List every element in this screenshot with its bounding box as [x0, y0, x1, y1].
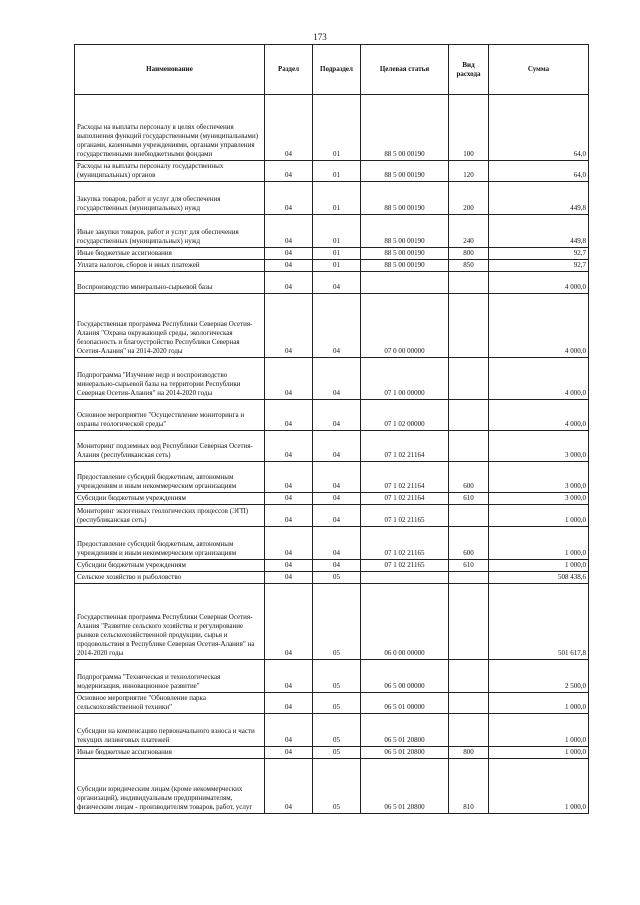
table-cell-vid [449, 400, 489, 431]
table-cell-summa: 64,0 [489, 95, 589, 161]
table-cell-summa: 1 000,0 [489, 693, 589, 714]
table-cell-name: Субсидии бюджетным учреждениям [75, 560, 265, 572]
table-cell-statya: 06 5 01 00000 [361, 693, 449, 714]
table-cell-statya: 88 5 00 00190 [361, 182, 449, 215]
table-cell-podrazdel: 04 [313, 527, 361, 560]
table-cell-name: Иные бюджетные ассигнования [75, 747, 265, 759]
table-cell-vid [449, 693, 489, 714]
table-cell-statya: 06 5 00 00000 [361, 660, 449, 693]
table-cell-name: Предоставление субсидий бюджетным, автономным учреждениям и иным некоммерческим организациям [75, 527, 265, 560]
table-row [75, 272, 589, 294]
table-cell-podrazdel: 01 [313, 182, 361, 215]
table-cell-name: Предоставление субсидий бюджетным, автономным учреждениям и иным некоммерческим организациям [75, 462, 265, 493]
table-cell-name: Расходы на выплаты персоналу государственных (муниципальных) органов [75, 161, 265, 182]
table-cell-name: Расходы на выплаты персоналу в целях обеспечения выполнения функций государственными (муниципальными) органами, казенными учреждениями, органами управления государственными внебюджетными фондами [75, 95, 265, 161]
table-row [75, 248, 589, 260]
table-cell-name: Иные бюджетные ассигнования [75, 248, 265, 260]
table-cell-razdel: 04 [265, 260, 313, 272]
table-cell-vid: 600 [449, 527, 489, 560]
table-cell-razdel: 04 [265, 584, 313, 660]
table-cell-statya: 07 1 02 21164 [361, 431, 449, 462]
page-number: 173 [313, 32, 327, 42]
table-cell-razdel: 04 [265, 759, 313, 814]
table-cell-statya: 06 5 01 20800 [361, 714, 449, 747]
table-cell-razdel: 04 [265, 714, 313, 747]
table-cell-summa: 64,0 [489, 161, 589, 182]
header-row [75, 45, 589, 95]
table-cell-razdel: 04 [265, 462, 313, 493]
table-row [75, 505, 589, 527]
header-name: Наименование [75, 45, 265, 95]
table-cell-razdel: 04 [265, 693, 313, 714]
table-cell-razdel: 04 [265, 182, 313, 215]
header-summa: Сумма [489, 45, 589, 95]
table-cell-podrazdel: 04 [313, 294, 361, 358]
table-cell-vid [449, 272, 489, 294]
table-cell-statya: 88 5 00 00190 [361, 161, 449, 182]
table-row [75, 462, 589, 493]
table-cell-vid: 800 [449, 248, 489, 260]
table-cell-summa: 92,7 [489, 248, 589, 260]
table-cell-name: Уплата налогов, сборов и иных платежей [75, 260, 265, 272]
table-cell-razdel: 04 [265, 560, 313, 572]
table-cell-vid: 850 [449, 260, 489, 272]
table-cell-summa: 4 000,0 [489, 358, 589, 400]
budget-table [74, 44, 589, 814]
table-row [75, 693, 589, 714]
table-cell-podrazdel: 01 [313, 161, 361, 182]
table-row [75, 660, 589, 693]
table-cell-podrazdel: 04 [313, 560, 361, 572]
table-cell-statya: 07 1 02 21164 [361, 493, 449, 505]
table-cell-summa: 1 000,0 [489, 527, 589, 560]
table-cell-podrazdel: 05 [313, 747, 361, 759]
table-cell-podrazdel: 04 [313, 505, 361, 527]
table-cell-statya: 07 1 02 21165 [361, 560, 449, 572]
table-cell-podrazdel: 05 [313, 759, 361, 814]
table-cell-name: Иные закупки товаров, работ и услуг для обеспечения государственных (муниципальных) нужд [75, 215, 265, 248]
table-row [75, 747, 589, 759]
table-cell-summa: 3 000,0 [489, 493, 589, 505]
table-cell-summa: 449,8 [489, 215, 589, 248]
table-cell-statya: 06 5 01 20800 [361, 759, 449, 814]
table-cell-statya: 88 5 00 00190 [361, 215, 449, 248]
table-cell-name: Сельское хозяйство и рыболовство [75, 572, 265, 584]
table-cell-statya: 88 5 00 00190 [361, 95, 449, 161]
table-cell-vid [449, 584, 489, 660]
table-cell-razdel: 04 [265, 493, 313, 505]
table-cell-razdel: 04 [265, 358, 313, 400]
table-cell-statya: 07 1 00 00000 [361, 358, 449, 400]
table-cell-podrazdel: 04 [313, 431, 361, 462]
table-cell-name: Субсидии юридическим лицам (кроме некоммерческих организаций), индивидуальным предпринимателям, физическим лицам - производителям товаров, работ, услуг [75, 759, 265, 814]
table-cell-name: Основное мероприятие "Обновление парка сельскохозяйственной техники" [75, 693, 265, 714]
table-cell-vid: 100 [449, 95, 489, 161]
table-cell-name: Подпрограмма "Техническая и технологическая модернизация, инновационное развитие" [75, 660, 265, 693]
table-cell-name: Субсидии бюджетным учреждениям [75, 493, 265, 505]
table-cell-podrazdel: 04 [313, 493, 361, 505]
table-cell-podrazdel: 05 [313, 693, 361, 714]
table-cell-name: Мониторинг подземных вод Республики Северная Осетия-Алания (республиканская сеть) [75, 431, 265, 462]
header-razdel: Раздел [265, 45, 313, 95]
table-row [75, 182, 589, 215]
table-cell-summa: 3 000,0 [489, 462, 589, 493]
table-row [75, 358, 589, 400]
table-cell-razdel: 04 [265, 747, 313, 759]
table-cell-razdel: 04 [265, 95, 313, 161]
table-cell-vid [449, 714, 489, 747]
table-cell-podrazdel: 05 [313, 660, 361, 693]
table-row [75, 400, 589, 431]
table-cell-statya: 07 0 00 00000 [361, 294, 449, 358]
table-row [75, 161, 589, 182]
table-cell-vid: 800 [449, 747, 489, 759]
table-cell-razdel: 04 [265, 431, 313, 462]
table-cell-podrazdel: 01 [313, 248, 361, 260]
table-cell-statya [361, 572, 449, 584]
table-row [75, 527, 589, 560]
table-cell-vid [449, 572, 489, 584]
table-cell-name: Мониторинг экзогенных геологических процессов (ЭГП) (республиканская сеть) [75, 505, 265, 527]
table-row [75, 215, 589, 248]
table-cell-razdel: 04 [265, 572, 313, 584]
table-cell-razdel: 04 [265, 505, 313, 527]
table-row [75, 714, 589, 747]
table-cell-podrazdel: 04 [313, 400, 361, 431]
table-row [75, 572, 589, 584]
table-row [75, 584, 589, 660]
table-cell-razdel: 04 [265, 161, 313, 182]
table-row [75, 95, 589, 161]
table-cell-summa: 92,7 [489, 260, 589, 272]
table-cell-podrazdel: 05 [313, 584, 361, 660]
table-cell-vid: 240 [449, 215, 489, 248]
table-cell-podrazdel: 04 [313, 462, 361, 493]
table-row [75, 260, 589, 272]
table-row [75, 431, 589, 462]
table-cell-summa: 1 000,0 [489, 560, 589, 572]
table-cell-vid [449, 505, 489, 527]
header-statya: Целевая статья [361, 45, 449, 95]
table-row [75, 493, 589, 505]
table-cell-vid: 600 [449, 462, 489, 493]
table-cell-summa: 449,8 [489, 182, 589, 215]
table-cell-statya: 07 1 02 00000 [361, 400, 449, 431]
table-cell-podrazdel: 04 [313, 272, 361, 294]
header-vid: Вид расхода [449, 45, 489, 95]
table-cell-statya: 07 1 02 21165 [361, 527, 449, 560]
header-podrazdel: Подраздел [313, 45, 361, 95]
table-cell-razdel: 04 [265, 215, 313, 248]
table-cell-name: Государственная программа Республики Северная Осетия-Алания "Охрана окружающей среды, экологическая безопасность и благоустройство Республики Северная Осетия-Алания" на 2014-2020 годы [75, 294, 265, 358]
table-cell-podrazdel: 04 [313, 358, 361, 400]
table-cell-summa: 508 438,6 [489, 572, 589, 584]
table-cell-summa: 2 500,0 [489, 660, 589, 693]
table-cell-razdel: 04 [265, 660, 313, 693]
table-cell-summa: 4 000,0 [489, 272, 589, 294]
table-cell-statya: 06 0 00 00000 [361, 584, 449, 660]
table-cell-vid [449, 358, 489, 400]
table-cell-podrazdel: 05 [313, 572, 361, 584]
table-cell-vid: 810 [449, 759, 489, 814]
table-row [75, 759, 589, 814]
table-cell-summa: 1 000,0 [489, 714, 589, 747]
table-cell-name: Подпрограмма "Изучение недр и воспроизводство минерально-сырьевой базы на территории Республики Северная Осетия-Алания" на 2014-2020 годы [75, 358, 265, 400]
table-cell-statya: 88 5 00 00190 [361, 260, 449, 272]
table-cell-summa: 4 000,0 [489, 400, 589, 431]
table-cell-razdel: 04 [265, 248, 313, 260]
table-cell-name: Государственная программа Республики Северная Осетия-Алания "Развитие сельского хозяйства и регулирование рынков сельскохозяйственной продукции, сырья и продовольствия в Республике Северная Осетия-Алания" на 2014-2020 годы [75, 584, 265, 660]
table-cell-summa: 4 000,0 [489, 294, 589, 358]
table-cell-statya: 07 1 02 21164 [361, 462, 449, 493]
table-cell-podrazdel: 01 [313, 260, 361, 272]
table-cell-statya: 06 5 01 20800 [361, 747, 449, 759]
table-cell-vid [449, 294, 489, 358]
table-cell-statya: 88 5 00 00190 [361, 248, 449, 260]
table-cell-podrazdel: 01 [313, 95, 361, 161]
table-cell-summa: 1 000,0 [489, 747, 589, 759]
table-cell-razdel: 04 [265, 294, 313, 358]
table-cell-statya: 07 1 02 21165 [361, 505, 449, 527]
table-cell-podrazdel: 01 [313, 215, 361, 248]
table-row [75, 294, 589, 358]
table-cell-statya [361, 272, 449, 294]
table-cell-name: Воспроизводство минерально-сырьевой базы [75, 272, 265, 294]
table-cell-vid [449, 431, 489, 462]
table-cell-vid: 200 [449, 182, 489, 215]
table-cell-summa: 3 000,0 [489, 431, 589, 462]
table-cell-summa: 501 617,8 [489, 584, 589, 660]
table-cell-vid: 120 [449, 161, 489, 182]
table-cell-name: Основное мероприятие "Осуществление мониторинга и охраны геологической среды" [75, 400, 265, 431]
table-cell-vid [449, 660, 489, 693]
table-cell-name: Закупка товаров, работ и услуг для обеспечения государственных (муниципальных) нужд [75, 182, 265, 215]
table-cell-razdel: 04 [265, 272, 313, 294]
table-cell-summa: 1 000,0 [489, 505, 589, 527]
table-cell-razdel: 04 [265, 527, 313, 560]
table-cell-name: Субсидии на компенсацию первоначального взноса и части текущих лизинговых платежей [75, 714, 265, 747]
table-cell-summa: 1 000,0 [489, 759, 589, 814]
table-cell-podrazdel: 05 [313, 714, 361, 747]
table-row [75, 560, 589, 572]
table-cell-vid: 610 [449, 560, 489, 572]
table-cell-razdel: 04 [265, 400, 313, 431]
table-cell-vid: 610 [449, 493, 489, 505]
